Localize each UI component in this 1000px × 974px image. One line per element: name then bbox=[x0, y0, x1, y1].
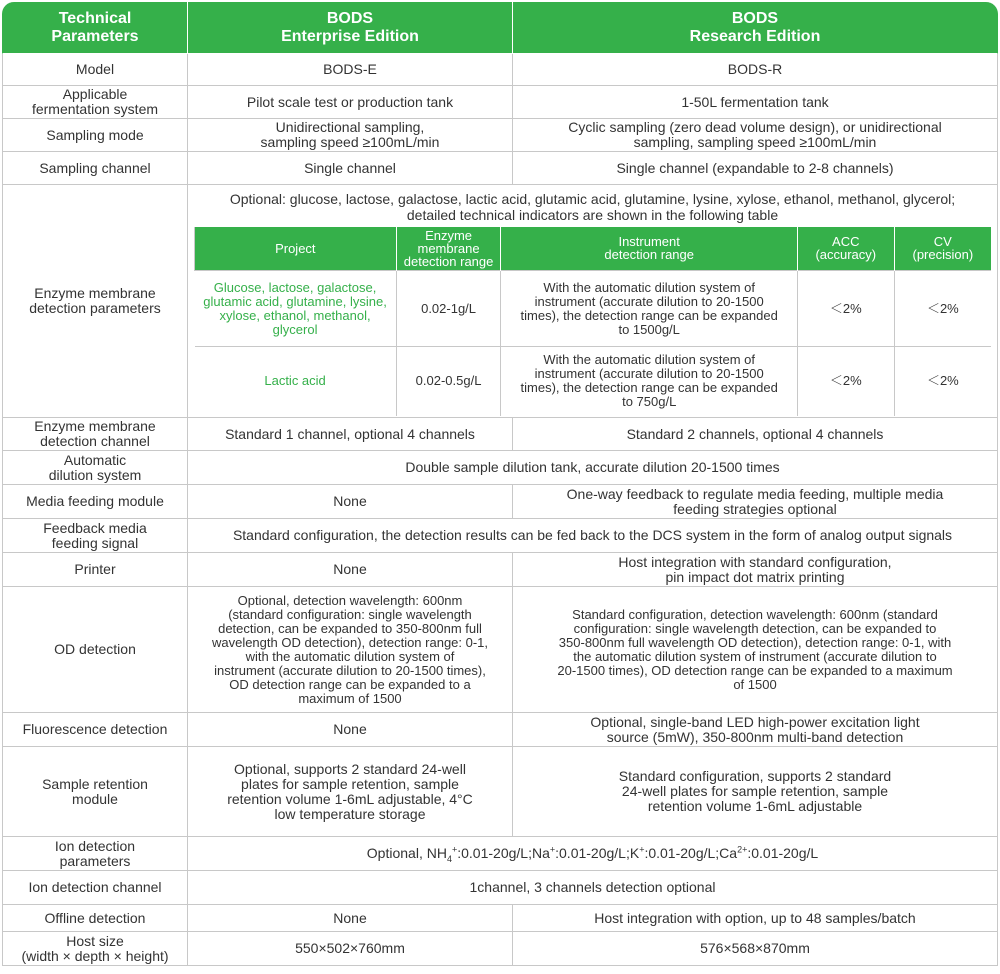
enterprise-value: Unidirectional sampling, sampling speed ≥100mL/min bbox=[188, 119, 513, 152]
enterprise-value: Optional, supports 2 standard 24-well plates for sample retention, sample retention volume 1-6mL adjustable, 4°C low temperature storage bbox=[188, 747, 513, 837]
research-value: 576×568×870mm bbox=[513, 932, 998, 966]
enzyme-indicator-table bbox=[194, 227, 991, 416]
project-cell: Lactic acid bbox=[195, 347, 397, 416]
table-row bbox=[195, 271, 992, 347]
shared-value: Standard configuration, the detection results can be fed back to the DCS system in the form of analog output signals bbox=[188, 519, 998, 553]
col-membrane-range: Enzyme membrane detection range bbox=[396, 227, 501, 271]
spec-table-container bbox=[2, 2, 998, 966]
enterprise-value: Single channel bbox=[188, 152, 513, 185]
k-charge: + bbox=[639, 844, 645, 855]
instrument-range-cell: With the automatic dilution system of instrument (accurate dilution to 20-1500 times), the detection range can be expanded to 750g/L bbox=[501, 347, 797, 416]
col-project: Project bbox=[195, 227, 397, 271]
nh4-subscript: 4 bbox=[446, 853, 452, 864]
research-value: Single channel (expandable to 2-8 channels) bbox=[513, 152, 998, 185]
research-value: Standard configuration, supports 2 standard 24-well plates for sample retention, sample retention volume 1-6mL adjustable bbox=[513, 747, 998, 837]
membrane-range-cell: 0.02-0.5g/L bbox=[396, 347, 501, 416]
enzyme-parameters-cell bbox=[188, 185, 998, 418]
enterprise-value: Pilot scale test or production tank bbox=[188, 86, 513, 119]
enzyme-optional-text: Optional: glucose, lactose, galactose, lactic acid, glutamic acid, glutamine, lysine, xylose, ethanol, methanol, glycerol; detailed technical indicators are shown in the following table bbox=[229, 190, 956, 223]
table-row bbox=[195, 347, 992, 416]
research-value: Optional, single-band LED high-power excitation light source (5mW), 350-800nm multi-band detection bbox=[513, 713, 998, 747]
k-range: :0.01-20g/L;Ca bbox=[644, 845, 738, 861]
row-label: Sampling channel bbox=[2, 152, 188, 185]
enterprise-value: None bbox=[188, 905, 513, 932]
shared-value bbox=[188, 837, 998, 871]
header-research-edition bbox=[513, 2, 998, 54]
header-technical-parameters bbox=[2, 2, 188, 54]
nh4-charge: + bbox=[451, 844, 458, 855]
row-label: Sampling mode bbox=[2, 119, 188, 152]
research-value: Cyclic sampling (zero dead volume design), or unidirectional sampling, sampling speed ≥100mL/min bbox=[513, 119, 998, 152]
acc-cell: ＜2% bbox=[797, 347, 894, 416]
row-sampling-channel bbox=[2, 152, 998, 185]
row-label: Ion detection parameters bbox=[2, 837, 188, 871]
header-enterprise-text: BODS Enterprise Edition bbox=[281, 9, 419, 45]
row-ion-detection-channel bbox=[2, 871, 998, 905]
research-value: Standard configuration, detection wavelength: 600nm (standard configuration: single wavelength detection, can be expanded to 350-800nm full wavelength OD detection), detection range: 0-1, with the automatic dilution system of instrument (accurate dilution to 20-1500 times), OD detection range can be expanded to a maximum of 1500 bbox=[513, 587, 998, 713]
row-label: Model bbox=[2, 54, 188, 86]
ca-range: :0.01-20g/L bbox=[747, 845, 819, 861]
row-od-detection bbox=[2, 587, 998, 713]
ca-charge: 2+ bbox=[737, 844, 748, 855]
shared-value: Double sample dilution tank, accurate dilution 20-1500 times bbox=[188, 451, 998, 485]
row-enzyme-membrane-parameters bbox=[2, 185, 998, 418]
enterprise-value: BODS-E bbox=[188, 54, 513, 86]
row-media-feeding-module bbox=[2, 485, 998, 519]
enterprise-value: None bbox=[188, 485, 513, 519]
na-charge: + bbox=[549, 844, 556, 855]
membrane-range-cell: 0.02-1g/L bbox=[396, 271, 501, 347]
enterprise-value: 550×502×760mm bbox=[188, 932, 513, 966]
row-label: Automatic dilution system bbox=[2, 451, 188, 485]
row-label: Applicable fermentation system bbox=[2, 86, 188, 119]
row-host-size bbox=[2, 932, 998, 966]
ion-prefix: Optional, NH bbox=[366, 845, 447, 861]
row-label: Enzyme membrane detection channel bbox=[2, 418, 188, 451]
shared-value: 1channel, 3 channels detection optional bbox=[188, 871, 998, 905]
col-cv: CV (precision) bbox=[894, 227, 991, 271]
instrument-range-cell: With the automatic dilution system of instrument (accurate dilution to 20-1500 times), the detection range can be expanded to 1500g/L bbox=[501, 271, 797, 347]
research-value: BODS-R bbox=[513, 54, 998, 86]
research-value: One-way feedback to regulate media feeding, multiple media feeding strategies optional bbox=[513, 485, 998, 519]
research-value: 1-50L fermentation tank bbox=[513, 86, 998, 119]
spec-table bbox=[2, 2, 998, 966]
row-enzyme-membrane-channel bbox=[2, 418, 998, 451]
research-value: Host integration with standard configuration, pin impact dot matrix printing bbox=[513, 553, 998, 587]
research-value: Standard 2 channels, optional 4 channels bbox=[513, 418, 998, 451]
row-sample-retention bbox=[2, 747, 998, 837]
row-printer bbox=[2, 553, 998, 587]
enterprise-value: None bbox=[188, 553, 513, 587]
cv-cell: ＜2% bbox=[894, 347, 991, 416]
acc-cell: ＜2% bbox=[797, 271, 894, 347]
enterprise-value: Optional, detection wavelength: 600nm (standard configuration: single wavelength detection, can be expanded to 350-800nm full wavelength OD detection), detection range: 0-1, with the automatic dilution system of instrument (accurate dilution to 20-1500 times), OD detection range can be expanded to a maximum of 1500 bbox=[188, 587, 513, 713]
row-label: Feedback media feeding signal bbox=[2, 519, 188, 553]
row-label: OD detection bbox=[2, 587, 188, 713]
col-instrument-range: Instrument detection range bbox=[501, 227, 797, 271]
row-fluorescence-detection bbox=[2, 713, 998, 747]
enzyme-indicator-header-row bbox=[195, 227, 992, 271]
row-label: Fluorescence detection bbox=[2, 713, 188, 747]
header-enterprise-edition bbox=[188, 2, 513, 54]
row-automatic-dilution bbox=[2, 451, 998, 485]
row-label: Enzyme membrane detection parameters bbox=[2, 185, 188, 418]
nh4-range: :0.01-20g/L;Na bbox=[457, 845, 550, 861]
row-feedback-signal bbox=[2, 519, 998, 553]
row-sampling-mode bbox=[2, 119, 998, 152]
header-param-text: Technical Parameters bbox=[51, 9, 139, 45]
row-label: Host size (width × depth × height) bbox=[2, 932, 188, 966]
row-model bbox=[2, 54, 998, 86]
row-fermentation-system bbox=[2, 86, 998, 119]
col-acc: ACC (accuracy) bbox=[797, 227, 894, 271]
row-label: Media feeding module bbox=[2, 485, 188, 519]
row-label: Printer bbox=[2, 553, 188, 587]
row-label: Sample retention module bbox=[2, 747, 188, 837]
research-value: Host integration with option, up to 48 samples/batch bbox=[513, 905, 998, 932]
row-label: Offline detection bbox=[2, 905, 188, 932]
row-offline-detection bbox=[2, 905, 998, 932]
header-row bbox=[2, 2, 998, 54]
enterprise-value: None bbox=[188, 713, 513, 747]
cv-cell: ＜2% bbox=[894, 271, 991, 347]
na-range: :0.01-20g/L;K bbox=[555, 845, 640, 861]
row-ion-detection-parameters bbox=[2, 837, 998, 871]
header-research-text: BODS Research Edition bbox=[689, 9, 821, 45]
enterprise-value: Standard 1 channel, optional 4 channels bbox=[188, 418, 513, 451]
row-label: Ion detection channel bbox=[2, 871, 188, 905]
project-cell: Glucose, lactose, galactose, glutamic acid, glutamine, lysine, xylose, ethanol, methanol, glycerol bbox=[195, 271, 397, 347]
